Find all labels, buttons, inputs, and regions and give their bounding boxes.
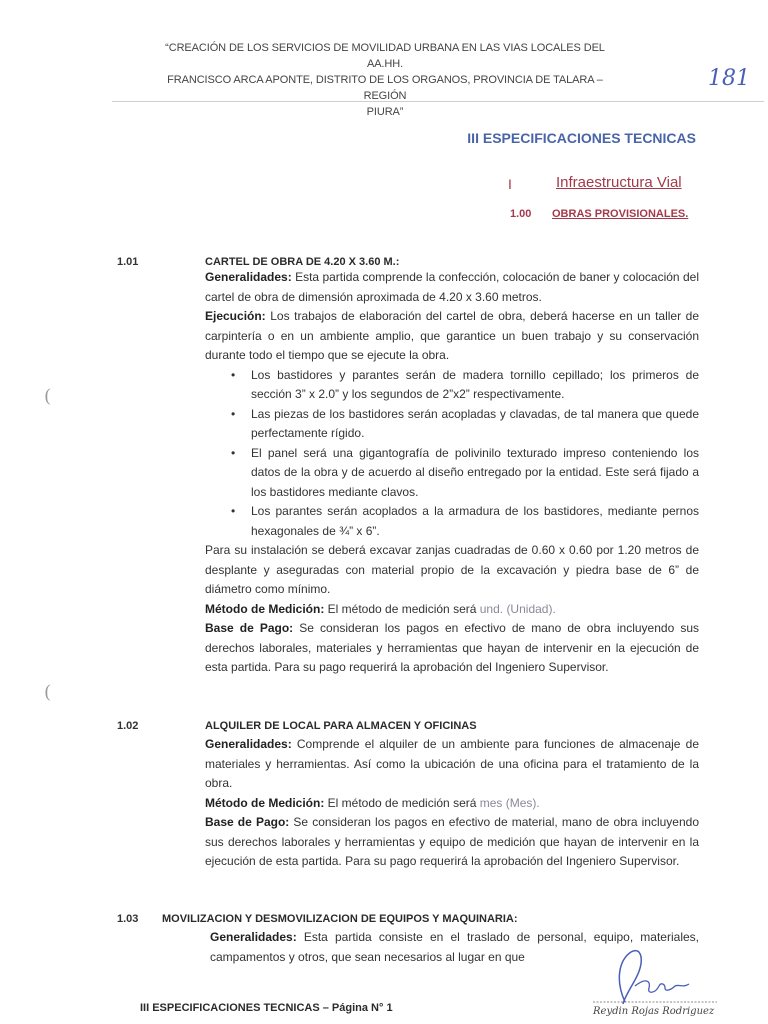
metodo-label: Método de Medición:	[205, 795, 325, 810]
chapter-title: Infraestructura Vial	[556, 174, 682, 191]
generalidades-label: Generalidades:	[205, 737, 292, 751]
metodo-unit: und. (Unidad).	[479, 601, 556, 616]
bullet-item: • Los parantes serán acoplados a la armadura de los bastidores, mediante pernos hexagonales de ¾” x 6”.	[251, 502, 699, 541]
metodo-label: Método de Medición:	[205, 601, 325, 616]
pago-label: Base de Pago:	[205, 815, 290, 829]
pago-label: Base de Pago:	[205, 621, 294, 635]
install-paragraph: Para su instalación se deberá excavar zanjas cuadradas de 0.60 x 0.60 por 1.20 metros de desplante y aseguradas con material propio de la excavación y piedra base de 6” de diámetro como mínimo.	[205, 543, 699, 596]
item-body	[205, 268, 699, 678]
generalidades-label: Generalidades:	[210, 930, 297, 944]
header-line-1: “CREACIÓN DE LOS SERVICIOS DE MOVILIDAD URBANA EN LAS VIAS LOCALES DEL AA.HH.	[165, 42, 605, 70]
ejecucion-paragraph	[205, 307, 699, 366]
generalidades-text: Esta partida comprende la confección, colocación de baner y colocación del cartel de obra de dimensión aproximada de 4.20 x 3.60 metros.	[205, 270, 699, 304]
bullet-item: • Los bastidores y parantes serán de madera tornillo cepillado; los primeros de sección 3” x 2.0” y los segundos de 2”x2” respectivamente.	[251, 366, 699, 405]
chapter-number: I	[508, 176, 512, 192]
margin-mark: (	[44, 682, 52, 703]
signature-name: Reydin Rojas Rodriguez	[593, 1006, 715, 1017]
margin-mark: (	[44, 386, 52, 407]
subchapter-number: 1.00	[510, 208, 532, 220]
item-title: ALQUILER DE LOCAL PARA ALMACEN Y OFICINAS	[205, 720, 477, 732]
handwritten-page-number: 181	[708, 66, 750, 91]
document-header	[150, 40, 620, 120]
page-footer: III ESPECIFICACIONES TECNICAS – Página N° 1	[140, 1002, 393, 1014]
section-title: III ESPECIFICACIONES TECNICAS	[467, 130, 696, 146]
bullet-item: • Las piezas de los bastidores serán acopladas y clavadas, de tal manera que quede perfectamente rígido.	[251, 405, 699, 444]
metodo-text: El método de medición será	[324, 601, 480, 616]
pago-text: Se consideran los pagos en efectivo de material, mano de obra incluyendo sus derechos laborales y herramientas y equipo de medición que hayan de intervenir en la ejecución de esta partida. Para su pago requerirá la aprobación del Ingeniero Supervisor.	[205, 815, 699, 868]
metodo-text: El método de medición será	[324, 795, 480, 810]
metodo-paragraph	[205, 600, 699, 620]
subchapter-title: OBRAS PROVISIONALES.	[552, 208, 689, 220]
generalidades-text: Esta partida consiste en el traslado de personal, equipo, materiales, campamentos y otros, que sean necesarios al lugar en que	[210, 930, 699, 964]
bullet-item: • El panel será una gigantografía de polivinilo texturado impreso conteniendo los datos de la obra y de acuerdo al diseño entregado por la entidad. Este será fijado a los bastidores mediante clavos.	[251, 444, 699, 503]
bullet-list	[205, 366, 699, 542]
ejecucion-text: Los trabajos de elaboración del cartel de obra, deberá hacerse en un taller de carpintería o en un ambiente amplio, que garantice un buen trabajo y su conservación durante todo el tiempo que se ejecute la obra.	[205, 309, 699, 362]
metodo-paragraph	[205, 794, 699, 814]
pago-text: Se consideran los pagos en efectivo de mano de obra incluyendo sus derechos laborales, materiales y herramientas que hayan de intervenir en la ejecución de esta partida. Para su pago requerirá la aprobación del Ingeniero Supervisor.	[205, 621, 699, 674]
generalidades-label: Generalidades:	[205, 270, 292, 284]
item-body	[205, 735, 699, 872]
item-number: 1.02	[117, 720, 139, 732]
generalidades-paragraph	[205, 268, 699, 307]
signature	[585, 930, 725, 1024]
header-line-2: FRANCISCO ARCA APONTE, DISTRITO DE LOS ORGANOS, PROVINCIA DE TALARA – REGIÓN	[167, 74, 603, 102]
generalidades-text: Comprende el alquiler de un ambiente para funciones de almacenaje de materiales y herramientas. Así como la ubicación de una oficina para el tratamiento de la obra.	[205, 737, 699, 790]
item-number: 1.01	[117, 256, 139, 268]
item-title: CARTEL DE OBRA DE 4.20 X 3.60 M.:	[205, 256, 400, 268]
item-title: MOVILIZACION Y DESMOVILIZACION DE EQUIPOS Y MAQUINARIA:	[162, 913, 518, 925]
ejecucion-label: Ejecución:	[205, 309, 266, 323]
signature-scribble-icon	[585, 930, 725, 1010]
item-number: 1.03	[117, 913, 139, 925]
pago-paragraph	[205, 619, 699, 678]
generalidades-paragraph	[205, 735, 699, 794]
metodo-unit: mes (Mes).	[479, 795, 540, 810]
header-divider	[112, 101, 764, 102]
header-line-3: PIURA”	[366, 106, 404, 118]
pago-paragraph	[205, 813, 699, 872]
